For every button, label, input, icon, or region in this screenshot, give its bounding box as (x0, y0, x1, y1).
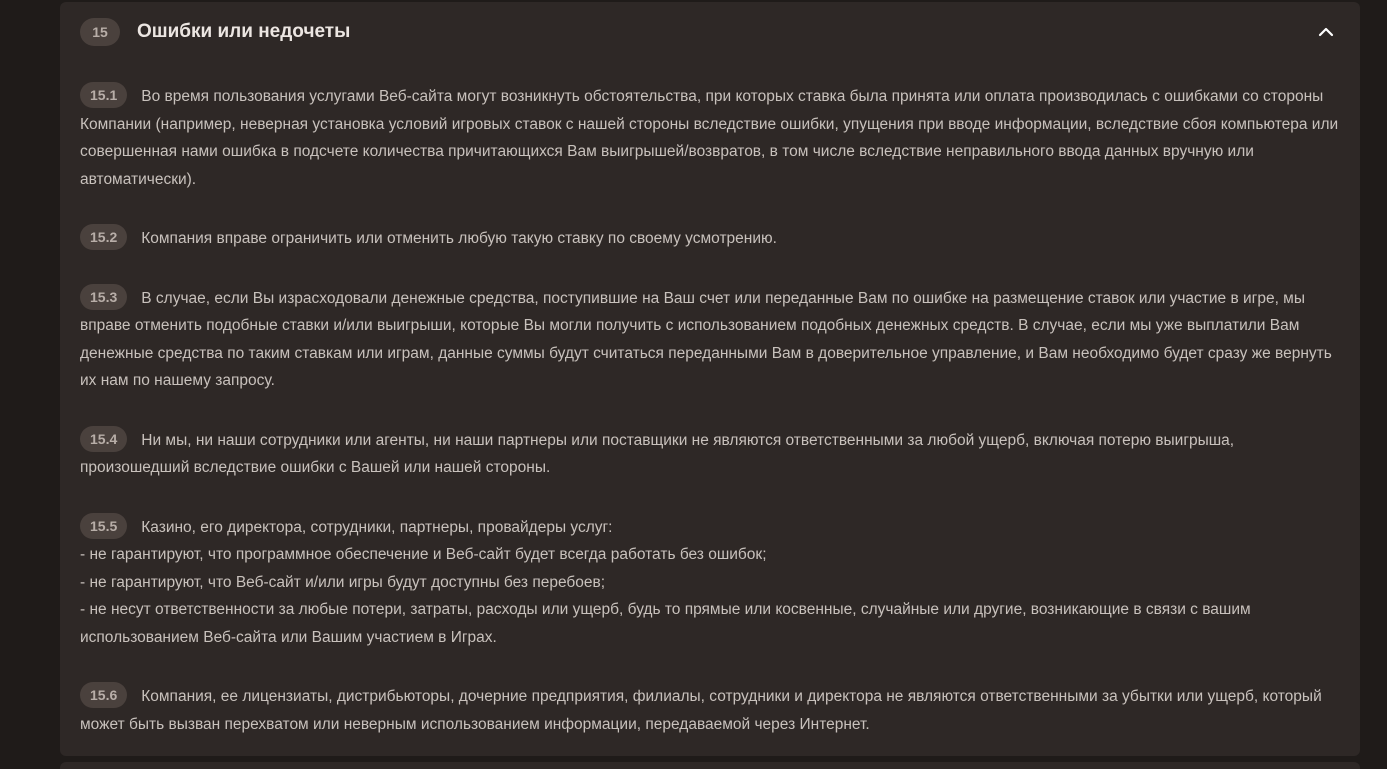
section-content (80, 82, 1342, 738)
clause-text: Компания, ее лицензиаты, дистрибьюторы, дочерние предприятия, филиалы, сотрудники и директора не являются ответственными за убытки или ущерб, который может быть вызван перехватом или неверным использованием информации, передаваемой через Интернет. (80, 688, 1322, 733)
accordion-section (60, 2, 1360, 756)
clause-text: В случае, если Вы израсходовали денежные средства, поступившие на Ваш счет или переданные Вам по ошибке на размещение ставок или участие в игре, мы вправе отменить подобные ставки и/или выигрыши, которые Вы могли получить с использованием подобных денежных средств. В случае, если мы уже выплатили Вам денежные средства по таким ставкам или играм, данные суммы будут считаться переданными Вам в доверительное управление, и Вам необходимо будет сразу же вернуть их нам по нашему запросу. (80, 289, 1332, 389)
clause-text: Казино, его директора, сотрудники, партнеры, провайдеры услуг: (141, 518, 613, 536)
clause-15-4 (80, 426, 1342, 482)
clause-number-badge: 15.3 (80, 284, 127, 310)
clause-number-badge: 15.5 (80, 513, 127, 539)
clause-15-6 (80, 682, 1342, 738)
clause-text: Во время пользования услугами Веб-сайта могут возникнуть обстоятельства, при которых ставка была принята или оплата производилась с ошибками со стороны Компании (например, неверная установка условий игровых ставок с нашей стороны вследствие ошибки, упущения при вводе информации, вследствие сбоя компьютера или совершенная нами ошибка в подсчете количества причитающихся Вам выигрышей/возвратов, в том числе вследствие неправильного ввода данных вручную или автоматически). (80, 88, 1339, 188)
clause-number-badge: 15.1 (80, 82, 127, 108)
clause-text: Ни мы, ни наши сотрудники или агенты, ни наши партнеры или поставщики не являются ответственными за любой ущерб, включая потерю выигрыша, произошедший вследствие ошибки с Вашей или нашей стороны. (80, 431, 1235, 476)
clause-number-badge: 15.6 (80, 682, 127, 708)
accordion-header[interactable] (60, 2, 1360, 60)
section-number-badge: 15 (80, 18, 120, 46)
clause-15-1 (80, 82, 1342, 193)
clause-15-5 (80, 513, 1342, 652)
clause-15-2 (80, 224, 1342, 253)
clause-list-item: - не гарантируют, что Веб-сайт и/или игры будут доступны без перебоев; (80, 573, 606, 591)
clause-text: Компания вправе ограничить или отменить любую такую ставку по своему усмотрению. (141, 230, 777, 247)
clause-number-badge: 15.4 (80, 426, 127, 452)
chevron-up-icon[interactable] (1312, 18, 1340, 46)
next-accordion-section[interactable] (60, 762, 1360, 769)
clause-15-3 (80, 284, 1342, 395)
section-title: Ошибки или недочеты (137, 21, 351, 42)
clause-list-item: - не гарантируют, что программное обеспечение и Веб-сайт будет всегда работать без ошибок; (80, 546, 767, 563)
clause-number-badge: 15.2 (80, 224, 127, 250)
clause-list-item: - не несут ответственности за любые потери, затраты, расходы или ущерб, будь то прямые или косвенные, случайные или другие, возникающие в связи с вашим использованием Веб-сайта или Вашим участием в Играх. (80, 601, 1251, 646)
